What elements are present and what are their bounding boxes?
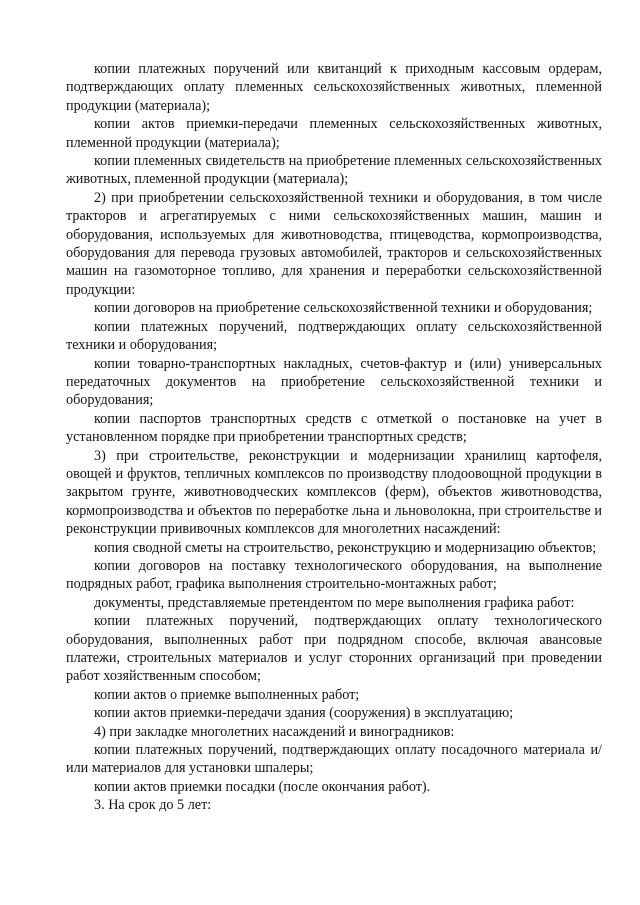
document-body <box>66 60 602 815</box>
paragraph: копия сводной сметы на строительство, реконструкцию и модернизацию объектов; <box>94 539 597 556</box>
paragraph: 2) при приобретении сельскохозяйственной техники и оборудования, в том числе тракторов и агрегатируемых с ними сельскохозяйственных машин, машин и оборудования, используемых для животноводства, птицеводства, кормопроизводства, оборудования для перевода грузовых автомобилей, тракторов и сельскохозяйственных машин на газомоторное топливо, для хранения и переработки сельскохозяйственной продукции: <box>66 189 602 298</box>
paragraph: копии договоров на поставку технологического оборудования, на выполнение подрядных работ, графика выполнения строительно-монтажных работ; <box>66 557 602 593</box>
paragraph: копии племенных свидетельств на приобретение племенных сельскохозяйственных животных, племенной продукции (материала); <box>66 153 602 188</box>
paragraph: копии платежных поручений, подтверждающих оплату сельскохозяйственной техники и оборудования; <box>66 318 602 354</box>
paragraph: 4) при закладке многолетних насаждений и виноградников: <box>94 723 455 740</box>
paragraph: копии актов приемки-передачи здания (сооружения) в эксплуатацию; <box>94 705 514 722</box>
paragraph: документы, представляемые претендентом по мере выполнения графика работ: <box>94 594 575 611</box>
paragraph: копии платежных поручений, подтверждающих оплату технологического оборудования, выполненных работ при подрядном способе, включая авансовые платежи, строительных материалов и услуг сторонних организаций при проведении работ хозяйственным способом; <box>66 613 602 685</box>
paragraph: копии паспортов транспортных средств с отметкой о постановке на учет в установленном порядке при приобретении транспортных средств; <box>66 410 602 446</box>
paragraph: копии актов приемки-передачи племенных сельскохозяйственных животных, племенной продукции (материала); <box>66 116 602 151</box>
paragraph: копии платежных поручений или квитанций к приходным кассовым ордерам, подтверждающих оплату племенных сельскохозяйственных животных, племенной продукции (материала); <box>66 61 602 114</box>
paragraph: копии актов приемки посадки (после окончания работ). <box>94 778 431 795</box>
paragraph: копии актов о приемке выполненных работ; <box>94 686 360 703</box>
section-heading: 3. На срок до 5 лет: <box>94 797 212 814</box>
paragraph: копии товарно-транспортных накладных, счетов-фактур и (или) универсальных передаточных документов на приобретение сельскохозяйственной техники и оборудования; <box>66 355 602 409</box>
paragraph: копии платежных поручений, подтверждающих оплату посадочного материала и/или материалов для установки шпалеры; <box>66 742 602 777</box>
paragraph: копии договоров на приобретение сельскохозяйственной техники и оборудования; <box>94 300 593 317</box>
paragraph: 3) при строительстве, реконструкции и модернизации хранилищ картофеля, овощей и фруктов, тепличных комплексов по производству плодоовощной продукции в закрытом грунте, животноводческих комплексов (ферм), объектов животноводства, кормопроизводства и объектов по переработке льна и льноволокна, при строительстве и реконструкции прививочных комплексов для многолетних насаждений: <box>66 447 602 538</box>
